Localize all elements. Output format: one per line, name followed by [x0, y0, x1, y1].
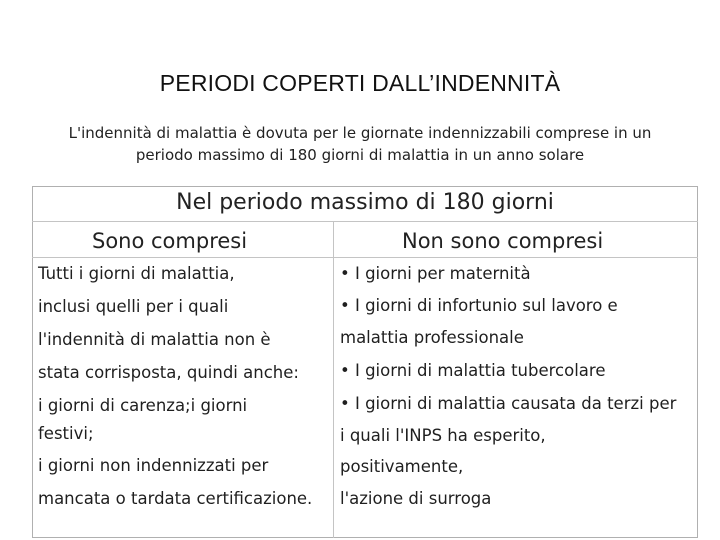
excluded-line: positivamente,	[340, 457, 464, 476]
intro-text	[20, 122, 700, 166]
intro-line: periodo massimo di 180 giorni di malattia in un anno solare	[135, 146, 585, 164]
table-divider-vertical	[333, 222, 334, 538]
included-line: stata corrisposta, quindi anche:	[38, 363, 299, 382]
excluded-line: i quali l'INPS ha esperito,	[340, 426, 546, 445]
table-header: Nel periodo massimo di 180 giorni	[176, 190, 554, 215]
excluded-line: • I giorni per maternità	[340, 264, 531, 283]
column-header-included: Sono compresi	[92, 229, 248, 253]
included-line: mancata o tardata certificazione.	[38, 489, 313, 508]
included-line: Tutti i giorni di malattia,	[38, 264, 235, 283]
included-line: inclusi quelli per i quali	[38, 297, 229, 316]
column-header-excluded: Non sono compresi	[402, 229, 604, 253]
intro-line: L'indennità di malattia è dovuta per le giornate indennizzabili comprese in un	[68, 124, 652, 142]
table-divider-columns	[32, 257, 698, 258]
included-line: l'indennità di malattia non è	[38, 330, 271, 349]
excluded-line: • I giorni di malattia tubercolare	[340, 361, 606, 380]
excluded-line: malattia professionale	[340, 328, 524, 347]
included-line: i giorni di carenza;i giorni	[38, 396, 248, 415]
included-line: i giorni non indennizzati per	[38, 456, 269, 475]
page-title: PERIODI COPERTI DALL’INDENNITÀ	[159, 70, 561, 96]
included-line: festivi;	[38, 424, 94, 443]
excluded-line: • I giorni di malattia causata da terzi per	[340, 394, 677, 413]
table-divider-header	[32, 221, 698, 222]
excluded-line: • I giorni di infortunio sul lavoro e	[340, 296, 618, 315]
excluded-line: l'azione di surroga	[340, 489, 492, 508]
